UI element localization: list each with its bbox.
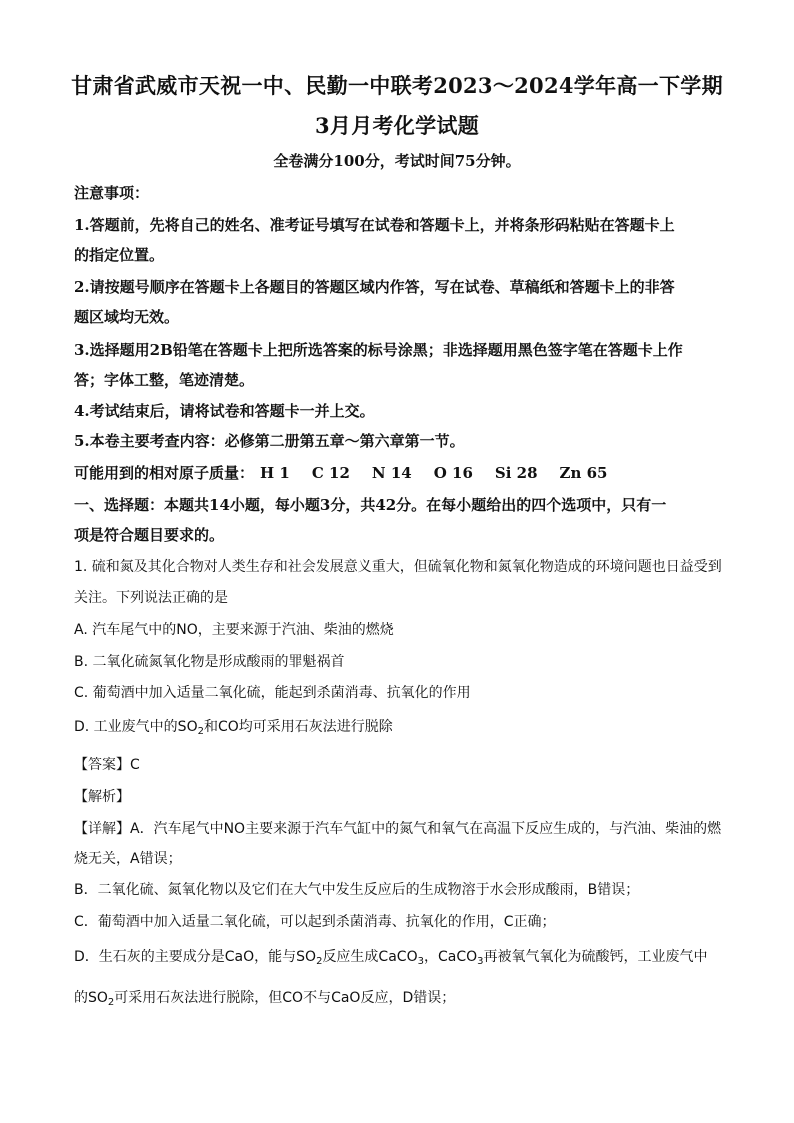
detail-line-e	[74, 946, 724, 966]
detail-line-f	[74, 987, 724, 1007]
notes-heading: 注意事项：	[74, 184, 150, 202]
question-1-option-a: A. 汽车尾气中的NO，主要来源于汽油、柴油的燃烧	[74, 622, 394, 638]
question-1-option-b: B. 二氧化硫氮氧化物是形成酸雨的罪魁祸首	[74, 654, 345, 670]
detail-e-text-4: 再被氧气氧化为硫酸钙，工业废气中	[483, 949, 708, 965]
analysis-label: 【解析】	[74, 789, 130, 805]
option-d-subscript: 2	[197, 726, 204, 737]
note-3-line-a: 3.选择题用2B铅笔在答题卡上把所选答案的标号涂黑；非选择题用黑色签字笔在答题卡上作	[74, 341, 683, 359]
detail-line-c: B．二氧化硫、氮氧化物以及它们在大气中发生反应后的生成物溶于水会形成酸雨，B错误；	[74, 882, 640, 898]
atomic-mass-si: Si 28	[494, 464, 538, 482]
atomic-mass-zn: Zn 65	[559, 464, 608, 482]
exam-title-line1: 甘肃省武威市天祝一中、民勤一中联考2023～2024学年高一下学期	[71, 73, 723, 98]
detail-e-text-3: ，CaCO	[423, 949, 478, 965]
answer-line	[74, 754, 724, 774]
atomic-masses-label: 可能用到的相对原子质量：	[74, 464, 255, 482]
note-5: 5.本卷主要考查内容：必修第二册第五章～第六章第一节。	[74, 432, 465, 450]
section-1-line-b: 项是符合题目要求的。	[74, 526, 225, 544]
atomic-masses	[74, 462, 724, 483]
option-d-text-1: D. 工业废气中的SO	[74, 719, 198, 735]
question-1-stem-a: 1. 硫和氮及其化合物对人类生存和社会发展意义重大，但硫氧化物和氮氧化物造成的环境问题也日益受到	[74, 559, 722, 575]
section-1-line-a: 一、选择题：本题共14小题，每小题3分，共42分。在每小题给出的四个选项中，只有一	[74, 496, 667, 514]
detail-f-text-2: 可采用石灰法进行脱除，但CO不与CaO反应，D错误；	[114, 990, 456, 1006]
detail-f-text-1: 的SO	[74, 990, 108, 1006]
atomic-mass-o: O 16	[433, 464, 473, 482]
detail-line-a: 【详解】A．汽车尾气中NO主要来源于汽车气缸中的氮气和氧气在高温下反应生成的，与汽油、柴油的燃	[74, 821, 722, 837]
detail-e-text-1: D．生石灰的主要成分是CaO，能与SO	[74, 949, 317, 965]
question-1-option-c: C. 葡萄酒中加入适量二氧化硫，能起到杀菌消毒、抗氧化的作用	[74, 685, 471, 701]
option-d-text-2: 和CO均可采用石灰法进行脱除	[203, 719, 393, 735]
exam-subtitle: 全卷满分100分，考试时间75分钟。	[273, 152, 521, 170]
detail-e-subscript-1: 2	[316, 956, 323, 967]
detail-e-subscript-3: 3	[477, 956, 484, 967]
detail-e-text-2: 反应生成CaCO	[322, 949, 418, 965]
question-1-option-d	[74, 716, 724, 736]
detail-e-subscript-2: 3	[417, 956, 424, 967]
exam-title-line2: 3月月考化学试题	[314, 113, 479, 138]
question-1-stem-b: 关注。下列说法正确的是	[74, 590, 228, 606]
detail-line-d: C．葡萄酒中加入适量二氧化硫，可以起到杀菌消毒、抗氧化的作用，C正确；	[74, 914, 556, 930]
atomic-mass-c: C 12	[311, 464, 350, 482]
detail-f-subscript: 2	[107, 997, 115, 1008]
note-2-line-b: 题区域均无效。	[74, 308, 180, 326]
note-1-line-b: 的指定位置。	[74, 246, 165, 264]
note-3-line-b: 答；字体工整，笔迹清楚。	[74, 371, 255, 389]
answer-label: 【答案】	[74, 757, 130, 773]
note-1-line-a: 1.答题前，先将自己的姓名、准考证号填写在试卷和答题卡上，并将条形码粘贴在答题卡上	[74, 216, 675, 234]
answer-value: C	[130, 757, 140, 773]
atomic-mass-n: N 14	[371, 464, 412, 482]
note-2-line-a: 2.请按题号顺序在答题卡上各题目的答题区域内作答，写在试卷、草稿纸和答题卡上的非答	[74, 278, 675, 296]
note-4: 4.考试结束后，请将试卷和答题卡一并上交。	[74, 402, 375, 420]
atomic-mass-h: H 1	[260, 464, 290, 482]
detail-line-b: 烧无关，A错误；	[74, 851, 182, 867]
